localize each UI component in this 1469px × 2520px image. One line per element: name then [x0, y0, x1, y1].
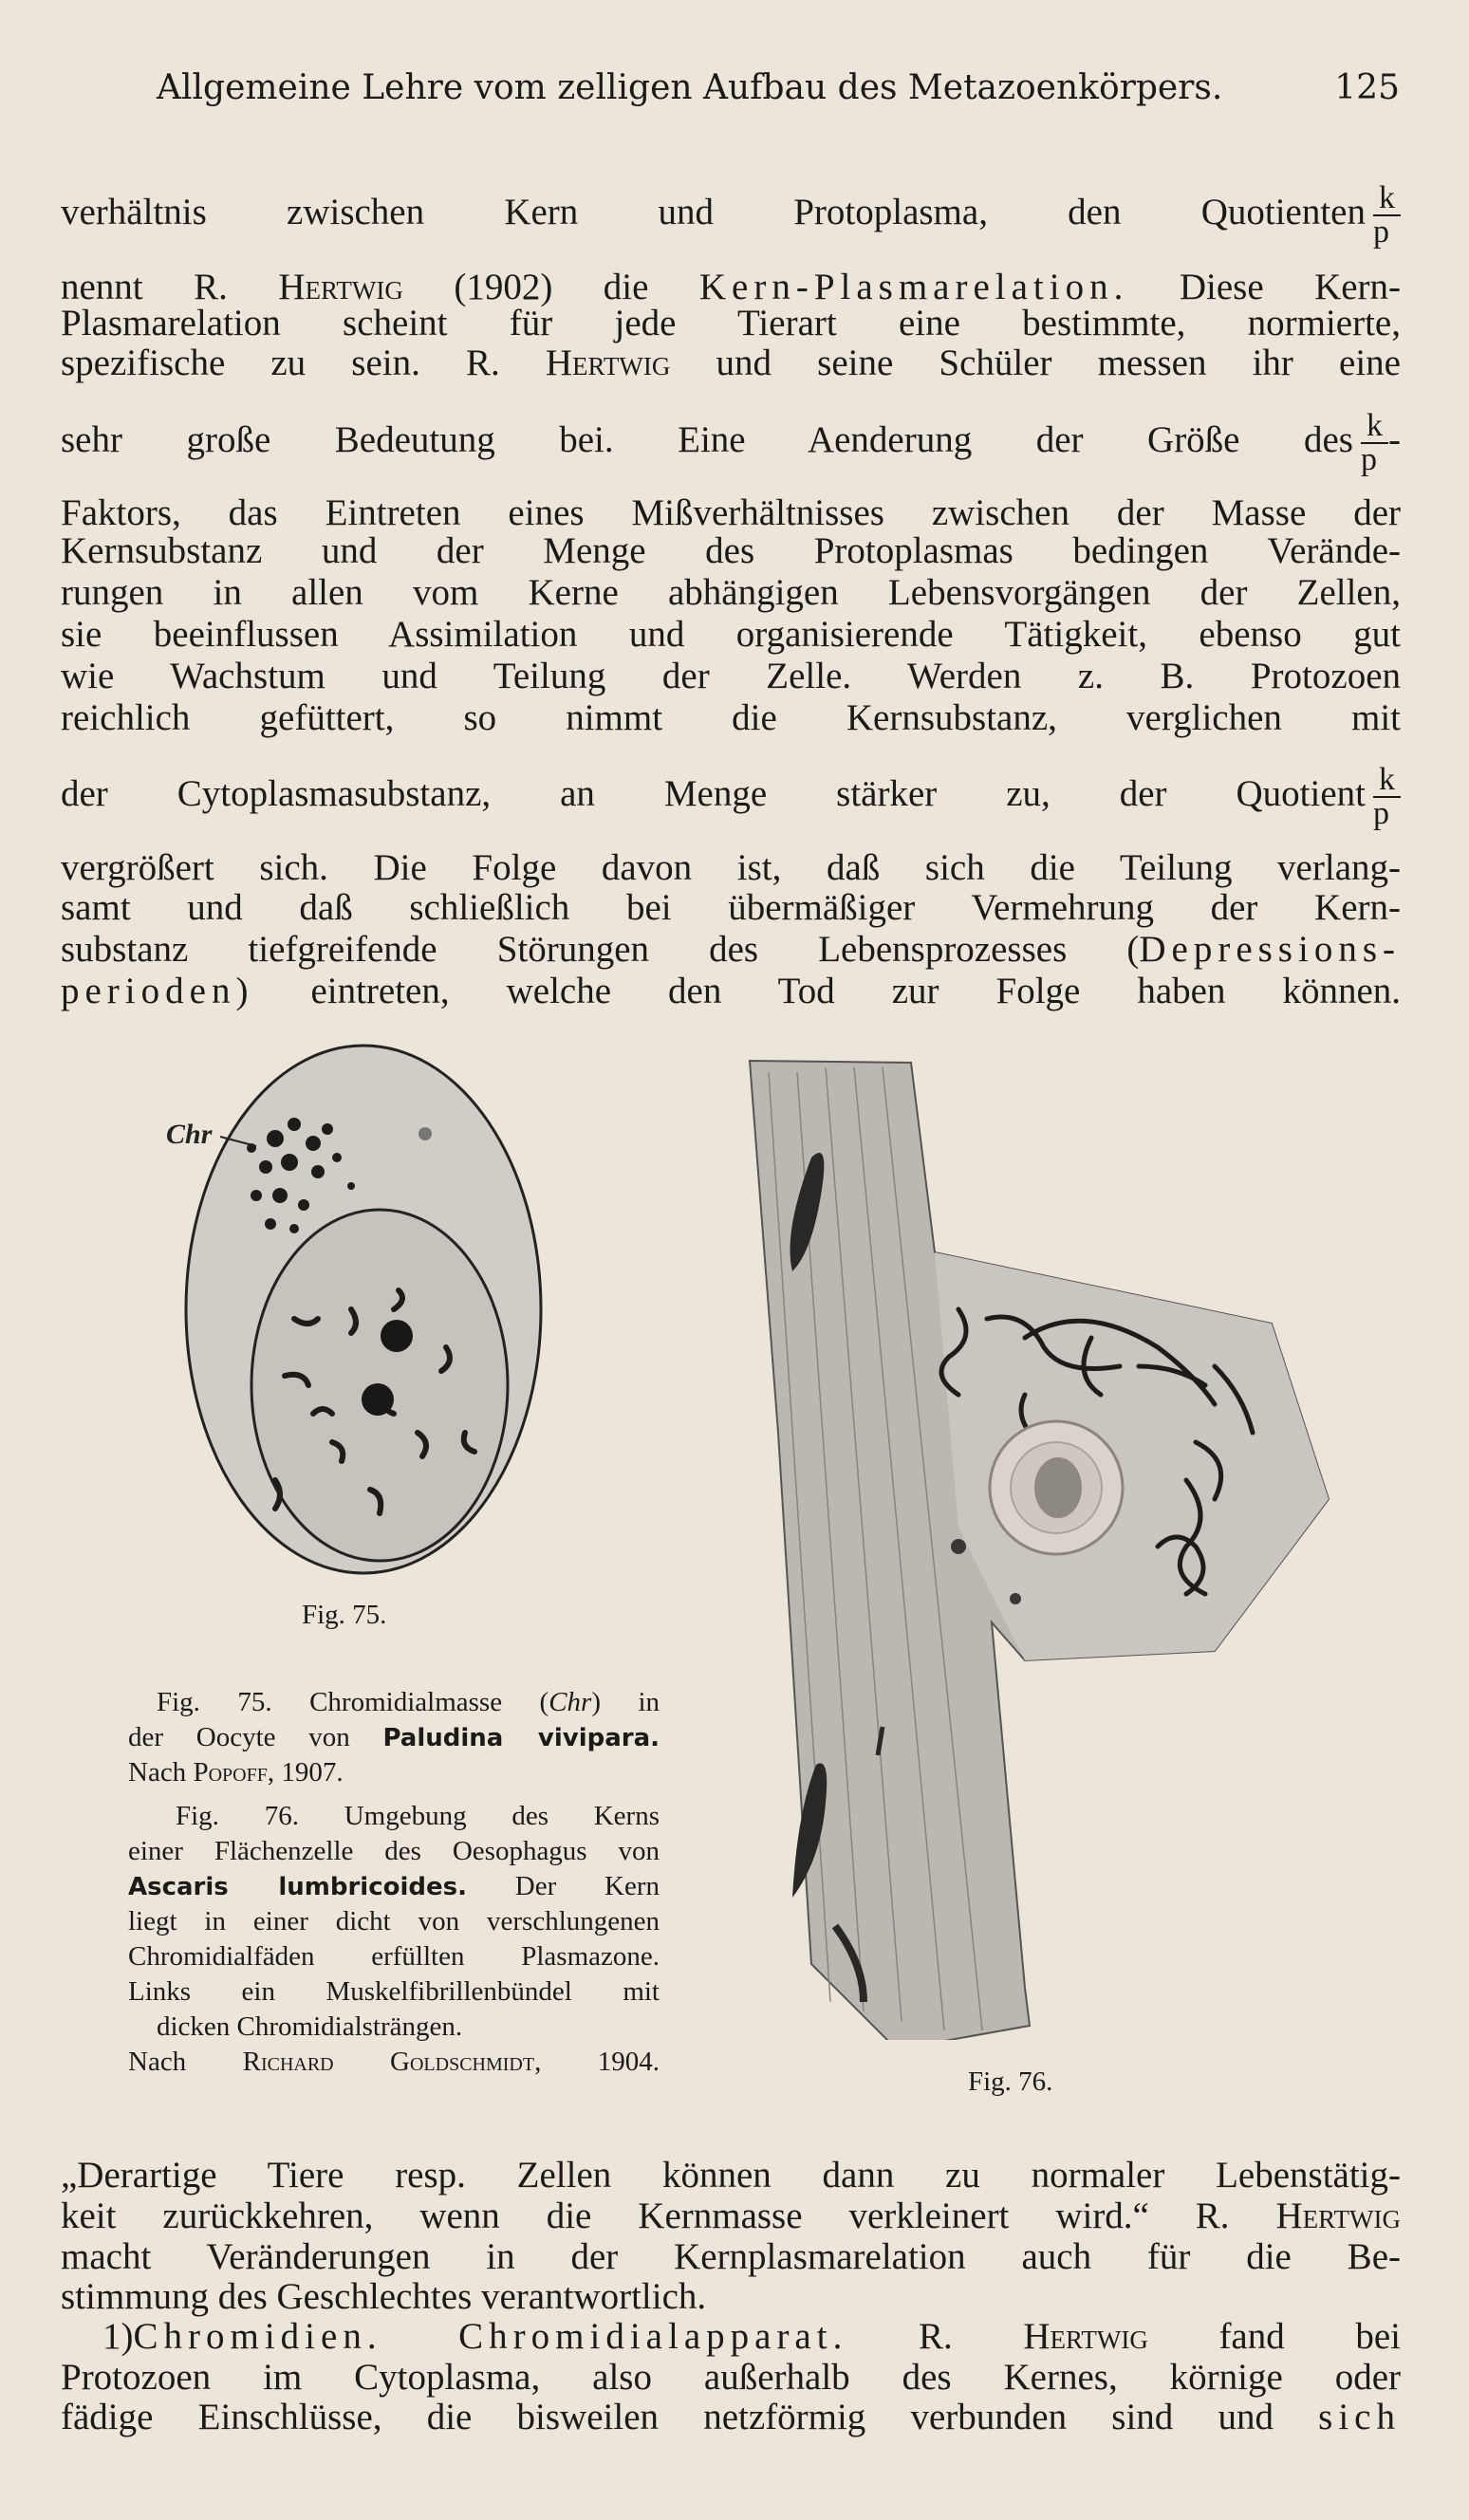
figure-75-label: Fig. 75. — [302, 1600, 387, 1630]
granule — [418, 1127, 432, 1140]
text-line: verhältnis zwischen Kern und Protoplasma, den Quotienten $\frac{k}{p}$ — [61, 182, 1401, 249]
text-line: perioden) eintreten, welche den Tod zur Folge haben können. — [61, 971, 1402, 1011]
caption-line: Chromidialfäden erfüllten Plasmazone. — [128, 1941, 660, 1972]
caption-line: der Oocyte von Paludina vivipara. — [128, 1722, 660, 1752]
text-line: Plasmarelation scheint für jede Tierart eine bestimmte, normierte, — [61, 303, 1401, 343]
caption-line: liegt in einer dicht von verschlungenen — [128, 1906, 660, 1936]
text-line: stimmung des Geschlechtes verantwortlich. — [61, 2276, 707, 2317]
text-line: sehr große Bedeutung bei. Eine Aenderung der Größe des $\frac{k}{p}$ - — [61, 408, 1401, 477]
caption-line: Links ein Muskelfibrillenbündel mit — [128, 1976, 660, 2007]
running-title: Allgemeine Lehre vom zelligen Aufbau des Metazoenkörpers. — [157, 68, 1223, 107]
nucleolus — [1034, 1457, 1082, 1518]
text-line: „Derartige Tiere resp. Zellen können dann zu normaler Lebenstätig- — [61, 2155, 1401, 2196]
nucleolus — [381, 1320, 413, 1352]
figure-76-label: Fig. 76. — [968, 2066, 1053, 2097]
text-line: Faktors, das Eintreten eines Mißverhältnisses zwischen der Masse der — [61, 492, 1401, 533]
caption-line: Fig. 75. Chromidialmasse (Chr) in — [157, 1687, 660, 1717]
text-line: 1)Chromidien. Chromidialapparat. R. Hertwig fand bei — [102, 2316, 1401, 2357]
page-number: 125 — [1334, 68, 1400, 107]
text-line: vergrößert sich. Die Folge davon ist, daß sich die Teilung verlang- — [61, 847, 1401, 888]
fraction-k-p: $\frac{k}{p}$ — [1361, 410, 1388, 476]
text-line: samt und daß schließlich bei übermäßiger Vermehrung der Kern- — [61, 887, 1401, 928]
fraction-k-p: $\frac{k}{p}$ — [1373, 764, 1401, 830]
caption-line: Fig. 76. Umgebung des Kerns — [176, 1801, 660, 1831]
nucleolus — [362, 1383, 394, 1416]
caption-line: dicken Chromidialsträngen. — [157, 2011, 463, 2042]
granule — [1010, 1593, 1021, 1604]
text-line: substanz tiefgreifende Störungen des Lebensprozesses (Depressions- — [61, 929, 1401, 970]
text-line: Protozoen im Cytoplasma, also außerhalb des Kernes, körnige oder — [61, 2357, 1401, 2398]
text-line: rungen in allen vom Kerne abhängigen Lebensvorgängen der Zellen, — [61, 572, 1401, 613]
text-line: macht Veränderungen in der Kernplasmarelation auch für die Be- — [61, 2236, 1401, 2277]
caption-line: einer Flächenzelle des Oesophagus von — [128, 1836, 660, 1866]
text-line: der Cytoplasmasubstanz, an Menge stärker zu, der Quotient $\frac{k}{p}$ — [61, 764, 1401, 830]
granule — [951, 1539, 966, 1554]
text-line: wie Wachstum und Teilung der Zelle. Werden z. B. Protozoen — [61, 656, 1401, 696]
caption-line: Ascaris lumbricoides. Der Kern — [128, 1871, 660, 1901]
caption-line: Nach Richard Goldschmidt, 1904. — [128, 2047, 660, 2077]
figure-75-oocyte — [161, 1034, 560, 1584]
fraction-k-p: $\frac{k}{p}$ — [1373, 182, 1401, 249]
text-line: sie beeinflussen Assimilation und organisierende Tätigkeit, ebenso gut — [61, 614, 1401, 655]
chr-label: Chr — [166, 1119, 213, 1150]
figure-76-oesophagus-cell — [740, 1053, 1348, 2040]
running-header — [157, 68, 1400, 107]
text-line: keit zurückkehren, wenn die Kernmasse verkleinert wird.“ R. Hertwig — [61, 2196, 1402, 2236]
text-line: Kernsubstanz und der Menge des Protoplasmas bedingen Verände- — [61, 530, 1401, 571]
text-line: fädige Einschlüsse, die bisweilen netzförmig verbunden sind und sich — [61, 2397, 1401, 2437]
text-line: spezifische zu sein. R. Hertwig und seine Schüler messen ihr eine — [61, 343, 1401, 383]
text-line: reichlich gefüttert, so nimmt die Kernsubstanz, verglichen mit — [61, 697, 1401, 738]
caption-line: Nach Popoff, 1907. — [128, 1757, 344, 1788]
text-line: nennt R. Hertwig (1902) die Kern-Plasmarelation. Diese Kern- — [61, 267, 1402, 307]
